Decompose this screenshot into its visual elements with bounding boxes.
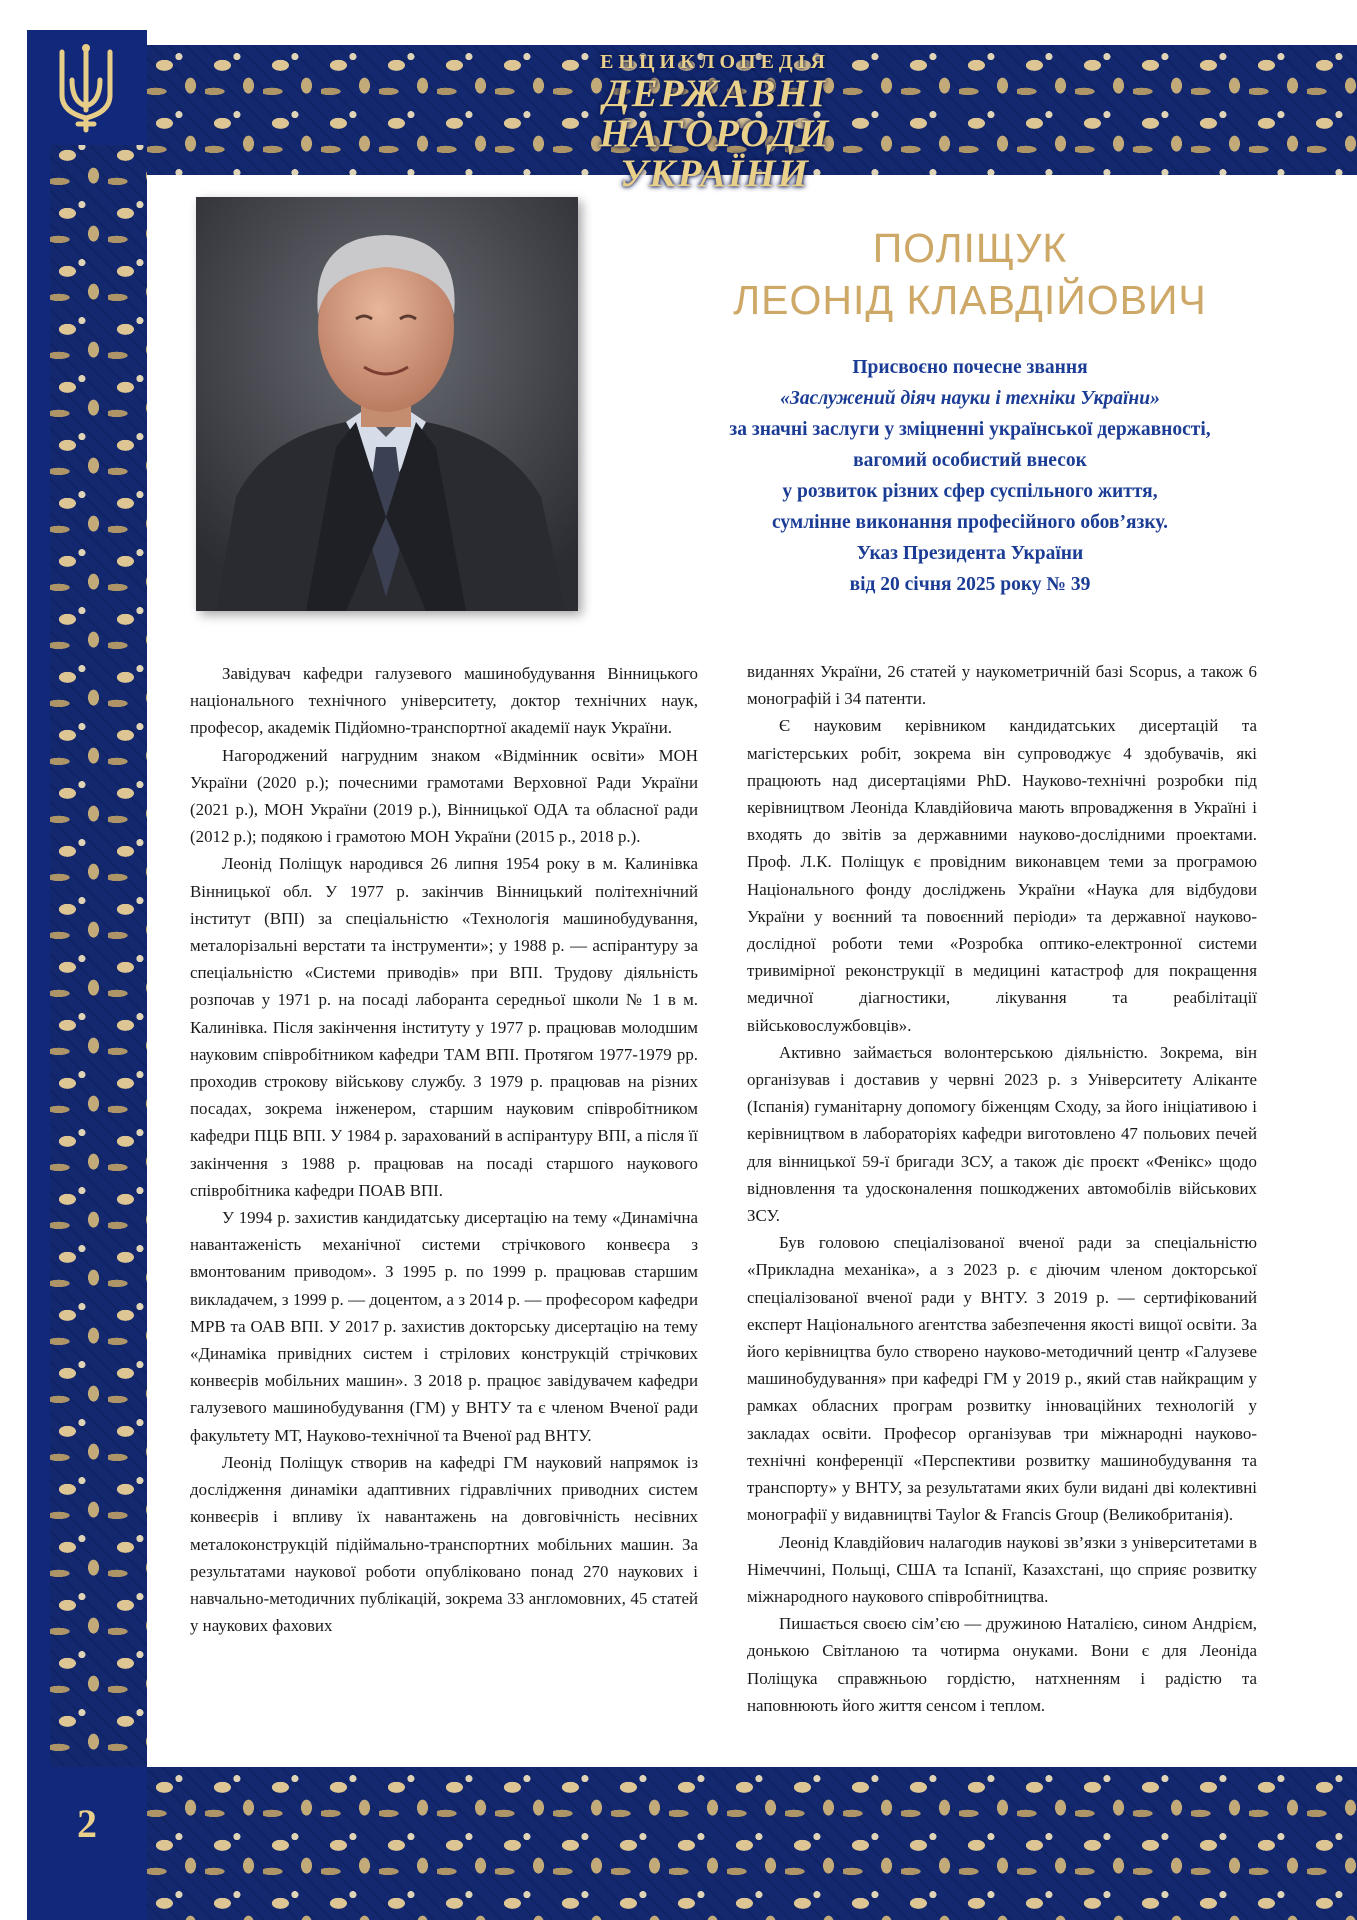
bottom-ornament-band	[147, 1767, 1357, 1920]
award-statement	[640, 352, 1300, 600]
portrait-photo	[196, 197, 578, 611]
award-line: за значні заслуги у зміцненні української державності,	[729, 419, 1211, 440]
person-surname: ПОЛІЩУК	[872, 225, 1068, 271]
decree-date: від 20 січня 2025 року № 39	[849, 574, 1091, 595]
paragraph: У 1994 р. захистив кандидатську дисертацію на тему «Динамічна навантаженість механічної системи стрічкового конвеєра з вмонтованим приводом». З 1995 р. по 1999 р. працював старшим викладачем, з 1999 р. — доцентом, а з 2014 р. — професором кафедри МРВ та ОАВ ВПІ. У 2017 р. захистив докторську дисертацію на тему «Динаміка привідних систем і стрілових конструкцій стрічкових конвеєрів мобільних машин». З 2018 р. працює завідувачем кафедри галузевого машинобудування (ГМ) у ВНТУ та є членом Вченої ради факультету МТ, Науково-технічної та Вченої рад ВНТУ.	[190, 1208, 698, 1445]
paragraph: Активно займається волонтерською діяльністю. Зокрема, він організував і доставив у червні 2023 р. з Університету Аліканте (Іспанія) гуманітарну допомогу біженцям Сходу, за його ініціативою і керівництвом в лабораторіях кафедри виготовлено 47 польових печей для вінницької 59-ї бригади ЗСУ, а також діє проєкт «Фенікс» щодо відновлення та удосконалення пошкоджених автомобілів військових ЗСУ.	[747, 1042, 1257, 1226]
person-name	[640, 222, 1300, 326]
banner-encyclopedia: ЕНЦИКЛОПЕДІЯ	[600, 51, 830, 73]
paragraph: Є науковим керівником кандидатських дисертацій та магістерських робіт, зокрема він супроводжує 4 здобувачів, які працюють над дисертаціями PhD. Науково-технічні розробки під керівництвом Леоніда Клавдійовича мають впровадження в Україні і входять до звітів за державними науково-дослідними проектами. Проф. Л.К. Поліщук є провідним виконавцем теми за програмою Національного фонду досліджень України «Наука для відбудови України у воєнний та повоєнний періоди» та державної науково-дослідної роботи теми «Розробка оптико-електронної системи тривимірної реконструкції в медицині катастроф для покращення медичної діагностики, лікування та реабілітації військовослужбовців».	[747, 716, 1257, 1035]
paragraph: Був головою спеціалізованої вченої ради за спеціальністю «Прикладна механіка», а з 2023 р. є діючим членом докторської спеціалізованої вченої ради у ВНТУ. З 2019 р. — сертифікований експерт Національного агентства забезпечення якості вищої освіти. За його керівництва було створено науково-методичний центр «Галузеве машинобудування» при кафедрі ГМ у 2019 р., який став найкращим у рамках обласних програм розвитку інноваційних технологій у закладах освіти. Професор організував три міжнародні науково-технічні конференції «Перспективи розвитку машинобудування та транспорту» у ВНТУ, за результатами яких були видані дві колективні монографії у видавництві Taylor & Francis Group (Великобританія).	[747, 1233, 1257, 1525]
left-text-column	[190, 660, 698, 1639]
award-title: «Заслужений діяч науки і техніки України»	[780, 388, 1160, 409]
person-given-names: ЛЕОНІД КЛАВДІЙОВИЧ	[733, 277, 1207, 323]
paragraph: Пишається своєю сім’єю — дружиною Наталією, сином Андрієм, донькою Світланою та чотирма онуками. Вони є для Леоніда Поліщука справжньою гордістю, натхненням і радістю та наповнюють його життя сенсом і теплом.	[747, 1614, 1257, 1715]
paragraph: Леонід Поліщук народився 26 липня 1954 року в м. Калинівка Вінницької обл. У 1977 р. закінчив Вінницький політехнічний інститут (ВПІ) за спеціальністю «Технологія машинобудування, металорізальні верстати та інструменти»; у 1988 р. — аспірантуру за спеціальністю «Системи приводів» при ВПІ. Трудову діяльність розпочав у 1971 р. на посаді лаборанта середньої школи № 1 в м. Калинівка. Після закінчення інституту у 1977 р. працював молодшим науковим співробітником кафедри ТАМ ВПІ. Протягом 1977-1979 рр. проходив строкову військову службу. З 1979 р. працював на різних посадах, зокрема інженером, старшим науковим співробітником кафедри ПЦБ ВПІ. У 1984 р. зарахований в аспірантуру ВПІ, а після її закінчення з 1988 р. працював на посаді старшого наукового співробітника кафедри ПОАВ ВПІ.	[190, 854, 698, 1200]
decree-title: Указ Президента України	[856, 543, 1084, 564]
award-line: вагомий особистий внесок	[853, 450, 1087, 471]
award-line: Присвоєно почесне звання	[852, 357, 1088, 378]
page-number: 2	[77, 1801, 97, 1846]
award-line: у розвиток різних сфер суспільного життя,	[782, 481, 1158, 502]
trident-icon	[52, 40, 120, 135]
encyclopedia-banner	[495, 50, 935, 195]
paragraph: Нагороджений нагрудним знаком «Відмінник освіти» МОН України (2020 р.); почесними грамотами Верховної Ради України (2021 р.), МОН України (2019 р.), Вінницької ОДА та обласної ради (2012 р.); подякою і грамотою МОН України (2015 р., 2018 р.).	[190, 745, 698, 847]
paragraph: виданнях України, 26 статей у наукометричній базі Scopus, а також 6 монографій і 34 патенти.	[747, 662, 1257, 709]
left-frame-rail	[27, 145, 50, 1767]
banner-title: ДЕРЖАВНІ НАГОРОДИ	[599, 72, 831, 155]
right-text-column	[747, 658, 1257, 1719]
award-line: сумлінне виконання професійного обов’язку.	[772, 512, 1168, 533]
paragraph: Завідувач кафедри галузевого машинобудування Вінницького національного технічного університету, доктор технічних наук, професор, академік Підйомно-транспортної академії наук України.	[190, 664, 698, 738]
paragraph: Леонід Клавдійович налагодив наукові зв’язки з університетами в Німеччині, Польщі, США та Іспанії, Казахстані, що сприяє розвитку міжнародного наукового співробітництва.	[747, 1532, 1257, 1606]
banner-country: УКРАЇНИ	[620, 152, 810, 195]
left-ornament-band	[50, 135, 147, 1767]
paragraph: Леонід Поліщук створив на кафедрі ГМ науковий напрямок із дослідження динаміки адаптивних гідравлічних приводних систем конвеєрів і впливу їх навантажень на довговічність несівних металоконструкцій підіймально-транспортних мобільних машин. За результатами наукової роботи опубліковано понад 270 наукових і навчально-методичних публікацій, зокрема 33 англомовних, 45 статей у наукових фахових	[190, 1452, 698, 1636]
